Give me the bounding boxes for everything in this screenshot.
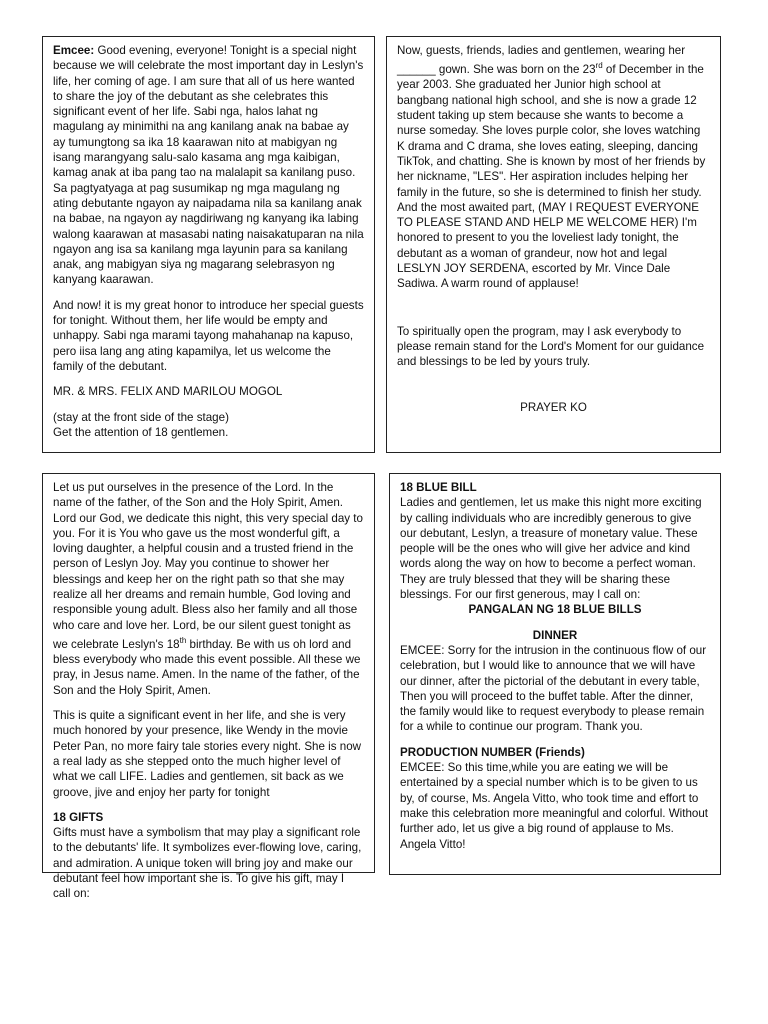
dinner-paragraph: EMCEE: Sorry for the intrusion in the continuous flow of our celebration, but I would like to announce that we will have our dinner, after the pictorial of the debutant in every table, Then you will proceed to the buffet table. After the dinner, the family would like to request everybody to please remain for a while to continue our program. Thank you. [400,643,707,734]
stage-instruction: (stay at the front side of the stage) [53,410,229,424]
ordinal-suffix: rd [595,61,603,71]
blue-bills-names-heading: PANGALAN NG 18 BLUE BILLS [468,603,642,617]
prayer-invitation: To spiritually open the program, may I ask everybody to please remain stand for the Lord's Moment for our guidance and blessings to be led by yours truly. [397,324,705,369]
program-panel-prayer [42,473,375,901]
speaker-label: Emcee: [53,44,95,57]
ordinal-suffix: th [179,635,187,645]
blue-bill-heading: 18 BLUE BILL [400,481,477,494]
opening-paragraph [53,43,364,288]
gentlemen-instruction: Get the attention of 18 gentlemen. [53,425,229,439]
prayer-text-start: Let us put ourselves in the presence of the Lord. In the name of the father, of the Son and the Holy Spirit, Amen. Lord our God, we dedicate this night, this very special day to you. For it is You who gave us the most wonderful gift, a loving daughter, a helpful cousin and a trusted friend in the person of Leslyn Joy. May you continue to shower her blessings and keep her on the right path so that she may realize all her dreams and remain humble, God loving and responsible young adult. Bless also her family and all those who care and love her. Lord, be our silent guest tonight as we celebrate Leslyn's 18 [53,481,363,651]
intro-text-start: Now, guests, friends, ladies and gentlemen, wearing her ______ gown. She was born on the 23 [397,44,686,77]
family-names: MR. & MRS. FELIX AND MARILOU MOGOL [53,385,283,399]
program-panel-opening [42,36,375,453]
opening-text: Good evening, everyone! Tonight is a special night because we will celebrate the most important day in Leslyn's life, her coming of age. I am sure that all of us here wanted to share the joy of the debutant as she celebrates this significant event of her life. Sabi nga, halos lahat ng magulang ay minimithi na ang kanilang anak na babae ay ay tumungtong sa ika 18 kaarawan nito at mabigyan ng isang marangyang salu-salo kasama ang mga kaibigan, kamag anak at iba pang tao na malalapit sa kanilang puso. Sa pagtyatyaga at pag susumikap ng mga magulang ng ating debutante ngayon ay naipadama nila sa kanilang anak na babae, na ngayon ay nagdiriwang ng kanyang ika labing walong kaarawan at masasabi nating naisakatuparan na nila ngayon ang isa sa kanilang mga layunin para sa kanilang anak, ang mabigyan siya ng magarang selebrasyon ng kanyang kaarawan. [53,44,364,287]
prayer-text-rest: birthday. Be with us oh lord and bless everybody who made this event possible. All these we pray, in Jesus name. Amen. In the name of the father, of the Son and the Holy Spirit, Amen. [53,637,361,697]
production-number-paragraph: EMCEE: So this time,while you are eating we will be entertained by a special number which is to be given to us by, of course, Ms. Angela Vitto, who took time and effort to make this celebration more meaningful and colorful. Without further ado, let us give a big round of applause to Ms. Angela Vitto! [400,761,709,851]
intro-text-rest: of December in the year 2003. She graduated her Junior high school at bangbang national high school, and she is now a grade 12 student taking up stem because she wants to become a nurse someday. She loves purple color, she loves watching K drama and C drama, she loves eating, sleeping, dancing TikTok, and chatting. She is known by most of her friends by her nickname, "LES". Her aspiration includes helping her family in the future, so she is determined to finish her study. And the most awaited part, (MAY I REQUEST EVERYONE TO PLEASE STAND AND HELP ME WELCOME HER) I'm honored to present to you the loveliest lady tonight, the debutant as a woman of grandeur, now hot and legal LESLYN JOY SERDENA, escorted by Mr. Vince Dale Sadiwa. A warm round of applause! [397,63,706,291]
introduction-paragraph: And now! it is my great honor to introduce her special guests for tonight. Without them, her life would be empty and unhappy. Sabi nga marami tayong mahahanap na kapuso, pero iisa lang ang ating kapamilya, let us welcome the family of the debutant. [53,298,364,373]
production-number-heading: PRODUCTION NUMBER (Friends) [400,745,585,759]
blue-bill-paragraph: Ladies and gentlemen, let us make this night more exciting by calling individuals who are incredibly generous to give our debutant, Leslyn, a treasure of monetary value. These people will be the ones who will give her advice and kind words along the way on how to become a perfect woman. They are truly blessed that they will be sharing these blessings. For our first generous, may I call on: [400,496,702,602]
program-panel-blue-bill [389,473,721,875]
program-panel-debutant-intro [386,36,721,453]
prayer-heading: PRAYER KO [520,400,587,414]
prayer-text [53,480,364,698]
significance-paragraph: This is quite a significant event in her life, and she is very much honored by your presence, like Wendy in the movie Peter Pan, no more fairy tale stories every night. She is now a real lady as she stepped onto the much higher level of what we call LIFE. Ladies and gentlemen, sit back as we groove, jive and enjoy her party for tonight [53,709,362,799]
gifts-paragraph: Gifts must have a symbolism that may play a significant role to the debutants' life. It symbolizes ever-flowing love, caring, and admiration. A unique token will bring joy and make our debutant feel how important she is. To give his gift, may I call on: [53,826,362,901]
debutant-introduction [397,43,710,292]
dinner-heading: DINNER [532,628,578,642]
gifts-heading: 18 GIFTS [53,810,104,824]
